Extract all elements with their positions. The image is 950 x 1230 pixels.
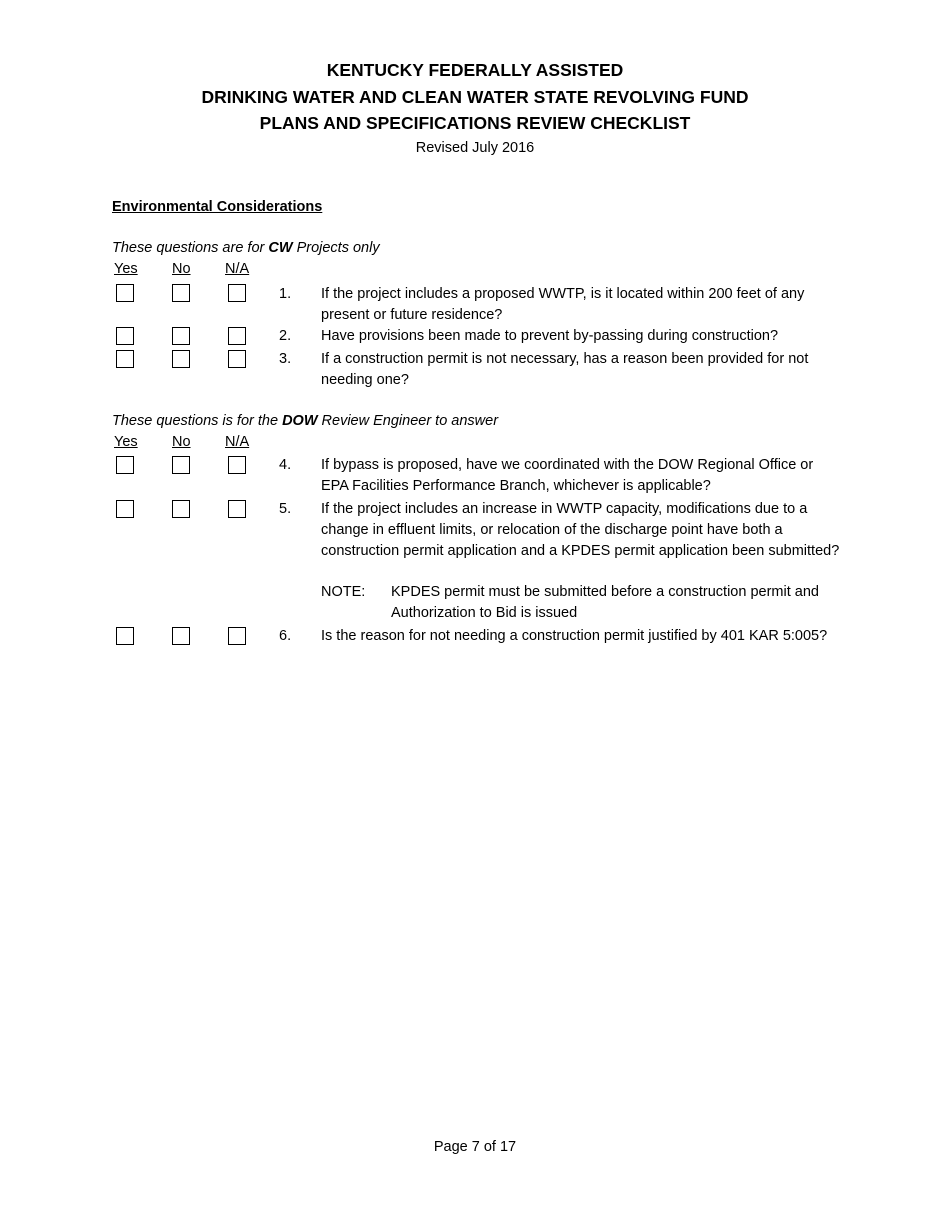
- group1-col-na: N/A: [225, 261, 250, 277]
- q6-yes-checkbox[interactable]: [116, 627, 134, 645]
- q1-na-checkbox[interactable]: [228, 284, 246, 302]
- group2-intro-pre: These questions is for the: [112, 413, 283, 429]
- q4-text: If bypass is proposed, have we coordinated with the DOW Regional Office or EPA Facilities Performance Branch, whichever is applicable?: [321, 457, 814, 494]
- header-title-line1: KENTUCKY FEDERALLY ASSISTED: [326, 60, 624, 80]
- q5-text: If the project includes an increase in WWTP capacity, modifications due to a change in effluent limits, or relocation of the discharge point have both a construction permit application and a KPDES permit application been submitted?: [321, 501, 840, 559]
- q5-number: 5.: [279, 501, 292, 517]
- q1-yes-checkbox[interactable]: [116, 284, 134, 302]
- q3-no-checkbox[interactable]: [172, 350, 190, 368]
- q5-note-label: NOTE:: [321, 584, 366, 600]
- q2-text: Have provisions been made to prevent by-passing during construction?: [321, 328, 779, 344]
- group2-intro: [112, 413, 498, 429]
- q2-no-checkbox[interactable]: [172, 327, 190, 345]
- header-title-line3: PLANS AND SPECIFICATIONS REVIEW CHECKLIST: [259, 113, 691, 133]
- page-number: Page 7 of 17: [433, 1139, 517, 1155]
- group2-col-yes: Yes: [114, 434, 138, 450]
- header-title-line2: DRINKING WATER AND CLEAN WATER STATE REVOLVING FUND: [201, 86, 749, 107]
- q2-na-checkbox[interactable]: [228, 327, 246, 345]
- q3-yes-checkbox[interactable]: [116, 350, 134, 368]
- revision-date: Revised July 2016: [415, 139, 535, 156]
- q4-number: 4.: [279, 457, 292, 473]
- q1-no-checkbox[interactable]: [172, 284, 190, 302]
- q5-note-text: KPDES permit must be submitted before a construction permit and Authorization to Bid is issued: [391, 584, 819, 621]
- q2-number: 2.: [279, 328, 292, 344]
- group1-intro-bold: CW: [268, 240, 293, 256]
- q6-text: Is the reason for not needing a construction permit justified by 401 KAR 5:005?: [321, 628, 828, 644]
- group1-col-yes: Yes: [114, 261, 138, 277]
- q3-text: If a construction permit is not necessary, has a reason been provided for not needing one?: [321, 351, 809, 388]
- section-title: Environmental Considerations: [112, 199, 323, 215]
- group2-intro-post: Review Engineer to answer: [317, 413, 499, 429]
- document-header: [0, 57, 950, 159]
- q2-yes-checkbox[interactable]: [116, 327, 134, 345]
- q5-na-checkbox[interactable]: [228, 500, 246, 518]
- group2-intro-bold: DOW: [282, 413, 318, 429]
- q3-na-checkbox[interactable]: [228, 350, 246, 368]
- q4-no-checkbox[interactable]: [172, 456, 190, 474]
- group1-intro-post: Projects only: [292, 240, 380, 256]
- q5-no-checkbox[interactable]: [172, 500, 190, 518]
- q1-number: 1.: [279, 286, 292, 302]
- q5-yes-checkbox[interactable]: [116, 500, 134, 518]
- group1-col-no: No: [172, 261, 191, 277]
- group2-col-no: No: [172, 434, 191, 450]
- q3-number: 3.: [279, 351, 292, 367]
- q6-no-checkbox[interactable]: [172, 627, 190, 645]
- q6-na-checkbox[interactable]: [228, 627, 246, 645]
- group1-intro: [112, 240, 380, 256]
- q4-na-checkbox[interactable]: [228, 456, 246, 474]
- group2-col-na: N/A: [225, 434, 250, 450]
- q4-yes-checkbox[interactable]: [116, 456, 134, 474]
- group1-intro-pre: These questions are for: [112, 240, 269, 256]
- q1-text: If the project includes a proposed WWTP, is it located within 200 feet of any present or future residence?: [321, 286, 805, 323]
- q6-number: 6.: [279, 628, 292, 644]
